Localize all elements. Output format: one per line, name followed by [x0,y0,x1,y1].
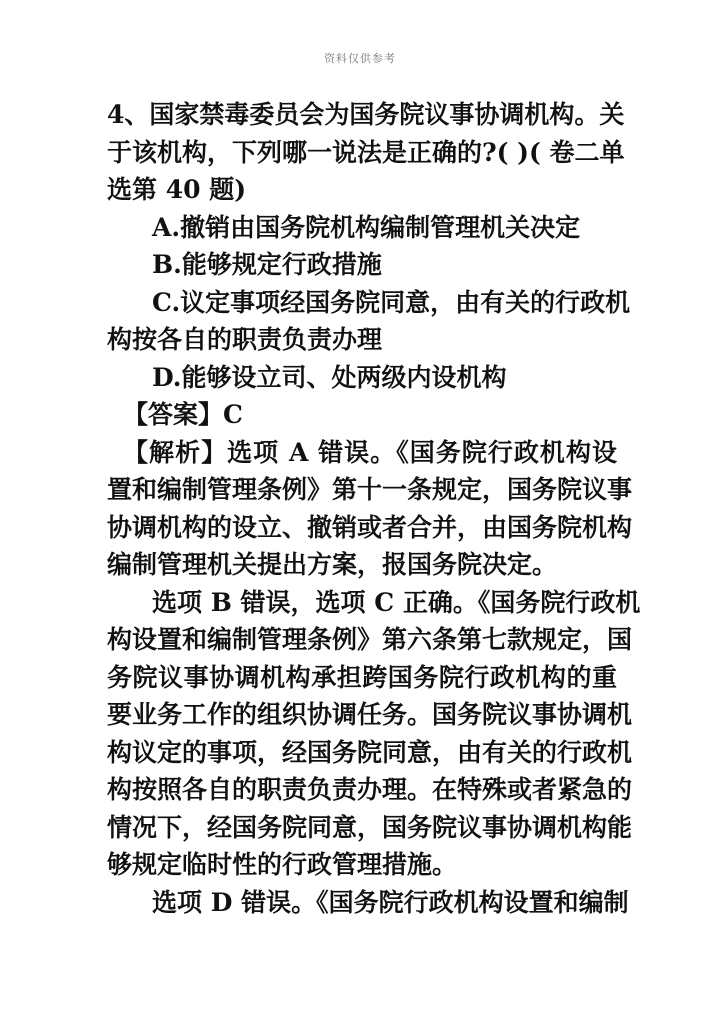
analysis-line: 务院议事协调机构承担跨国务院行政机构的重 [107,662,617,692]
question-line: 选第 40 题) [107,175,247,204]
analysis-line: 编制管理机关提出方案，报国务院决定。 [107,550,558,579]
option-b: B.能够规定行政措施 [152,250,382,279]
analysis-line: 置和编制管理条例》第十一条规定，国务院议事 [107,475,633,504]
question-line: 于该机构，下列哪一说法是正确的?( )( 卷二单 [107,137,625,167]
page-header: 资料仅供参考 [324,52,396,65]
answer: 【答案】C [123,400,243,429]
analysis-line: 协调机构的设立、撤销或者合并，由国务院机构 [107,512,633,542]
analysis-line: 够规定临时性的行政管理措施。 [107,850,458,879]
option-a: A.撤销由国务院机构编制管理机关决定 [152,212,581,242]
option-c: C.议定事项经国务院同意，由有关的行政机 [152,287,631,317]
question-line: 4、国家禁毒委员会为国务院议事协调机构。关 [107,100,625,129]
document-body [107,96,641,921]
analysis-line: 情况下，经国务院同意，国务院议事协调机构能 [107,812,633,842]
analysis-line: 【解析】选项 A 错误。《国务院行政机构设 [123,437,617,467]
analysis-line: 选项 D 错误。《国务院行政机构设置和编制 [152,887,629,917]
analysis-line: 选项 B 错误，选项 C 正确。《国务院行政机 [152,587,641,617]
analysis-line: 要业务工作的组织协调任务。国务院议事协调机 [107,700,633,729]
analysis-line: 构设置和编制管理条例》第六条第七款规定，国 [107,625,633,654]
analysis-line: 构议定的事项，经国务院同意，由有关的行政机 [107,737,633,767]
option-d: D.能够设立司、处两级内设机构 [152,362,507,392]
option-c-cont: 构按各自的职责负责办理 [107,325,383,354]
analysis-line: 构按照各自的职责负责办理。在特殊或者紧急的 [107,775,633,804]
